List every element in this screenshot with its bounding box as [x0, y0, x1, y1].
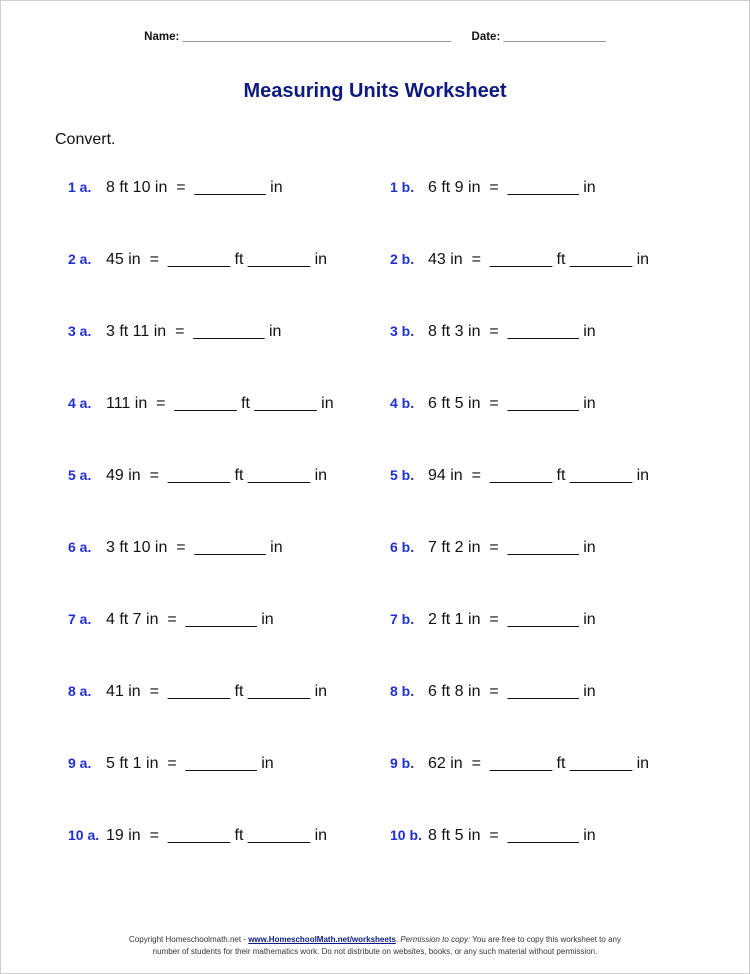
problem-number: 10 a.	[68, 827, 100, 843]
name-date-header	[0, 31, 750, 43]
problem-text: 5 ft 1 in = ________ in	[106, 755, 274, 772]
problem-text: 45 in = _______ ft _______ in	[106, 251, 328, 268]
problem-number: 7 b.	[390, 611, 415, 627]
problem-item	[390, 249, 649, 270]
problem-number: 9 b.	[390, 755, 415, 771]
problem-number: 1 a.	[68, 179, 92, 195]
problem-number: 7 a.	[68, 611, 92, 627]
problem-item	[390, 753, 649, 774]
problem-number: 5 b.	[390, 467, 415, 483]
problem-item	[68, 393, 334, 414]
problem-text: 6 ft 8 in = ________ in	[428, 683, 596, 700]
problem-text: 94 in = _______ ft _______ in	[428, 467, 650, 484]
copyright-text: Copyright Homeschoolmath.net -	[129, 935, 249, 944]
problem-item	[68, 753, 274, 774]
problem-item	[390, 537, 596, 558]
problem-text: 2 ft 1 in = ________ in	[428, 611, 596, 628]
date-label: Date:	[471, 31, 501, 43]
permission-text: You are free to copy this worksheet to any	[470, 935, 621, 944]
problem-item	[68, 465, 327, 486]
problem-number: 3 a.	[68, 323, 92, 339]
problem-number: 3 b.	[390, 323, 415, 339]
problem-item	[390, 609, 596, 630]
problem-number: 2 a.	[68, 251, 92, 267]
problem-item	[390, 321, 596, 342]
name-blank: __________________________________________	[182, 31, 452, 43]
problem-item	[390, 825, 596, 846]
problem-text: 4 ft 7 in = ________ in	[106, 611, 274, 628]
problem-number: 9 a.	[68, 755, 92, 771]
footer-punctuation: .	[395, 935, 401, 944]
worksheets-link[interactable]: www.HomeschoolMath.net/worksheets	[248, 935, 396, 944]
problem-text: 3 ft 10 in = ________ in	[106, 539, 283, 556]
problem-number: 8 b.	[390, 683, 415, 699]
permission-text-line2: number of students for their mathematics work. Do not distribute on websites, books, or any such material without permission.	[152, 947, 598, 956]
problem-item	[68, 825, 327, 846]
problem-number: 4 a.	[68, 395, 92, 411]
problem-item	[390, 177, 596, 198]
problem-text: 6 ft 9 in = ________ in	[428, 179, 596, 196]
problem-item	[390, 681, 596, 702]
problem-text: 62 in = _______ ft _______ in	[428, 755, 650, 772]
problem-number: 1 b.	[390, 179, 415, 195]
date-blank: ________________	[503, 31, 606, 43]
problem-text: 41 in = _______ ft _______ in	[106, 683, 328, 700]
problem-text: 49 in = _______ ft _______ in	[106, 467, 328, 484]
name-label: Name:	[144, 31, 180, 43]
problem-text: 8 ft 10 in = ________ in	[106, 179, 283, 196]
problem-item	[68, 609, 274, 630]
problem-text: 8 ft 5 in = ________ in	[428, 827, 596, 844]
worksheet-title: Measuring Units Worksheet	[243, 80, 507, 102]
problem-text: 43 in = _______ ft _______ in	[428, 251, 650, 268]
permission-label: Permission to copy:	[400, 935, 471, 944]
footer	[0, 934, 750, 958]
problem-number: 6 a.	[68, 539, 92, 555]
problem-item	[390, 465, 649, 486]
problem-text: 111 in = _______ ft _______ in	[106, 395, 334, 412]
problem-item	[68, 249, 327, 270]
problem-text: 6 ft 5 in = ________ in	[428, 395, 596, 412]
problem-item	[68, 681, 327, 702]
problem-number: 2 b.	[390, 251, 415, 267]
problem-number: 10 b.	[390, 827, 422, 843]
problem-item	[390, 393, 596, 414]
problem-text: 3 ft 11 in = ________ in	[106, 323, 282, 340]
problem-number: 5 a.	[68, 467, 92, 483]
problem-item	[68, 537, 283, 558]
problem-item	[68, 321, 281, 342]
problem-item	[68, 177, 283, 198]
problem-text: 7 ft 2 in = ________ in	[428, 539, 596, 556]
problem-number: 8 a.	[68, 683, 92, 699]
problem-text: 8 ft 3 in = ________ in	[428, 323, 596, 340]
problem-text: 19 in = _______ ft _______ in	[106, 827, 328, 844]
problem-number: 6 b.	[390, 539, 415, 555]
problem-number: 4 b.	[390, 395, 415, 411]
instruction-text: Convert.	[55, 131, 116, 148]
